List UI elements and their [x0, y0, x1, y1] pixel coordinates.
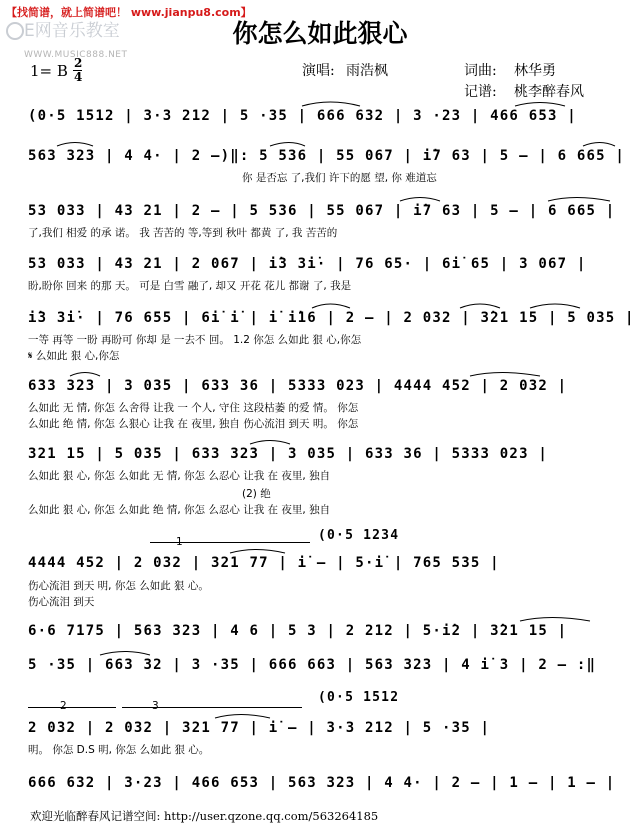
transcriber-label: 记谱:: [464, 84, 497, 100]
lyric-line-3: 了,我们 相爱 的承 诺。 我 苦苦的 等,等到 秋叶 都黄 了, 我 苦苦的: [28, 227, 338, 239]
lyric-line-5b: 𝄋 么如此 狠 心,你怎: [28, 350, 120, 362]
lyric-line-7b: 么如此 狠 心, 你怎 么如此 绝 情, 你怎 么忍心 让我 在 夜里, 独自: [28, 504, 331, 516]
slur-mark: [270, 143, 305, 147]
score-line-9: 6·6 7175 | 563 323 | 4 6 | 5 3 | 2 212 | 5·i̇2 | 3̇21 15 |: [28, 623, 568, 639]
footer-link[interactable]: 欢迎光临醉春风记谱空间: http://user.qzone.qq.com/563264185: [30, 809, 379, 823]
score-line-3: 53 033 | 43 21 | 2 – | 5 536 | 55 067 | i̇7 63 | 5 – | 6 665 |: [28, 203, 616, 219]
intro-bracket-3: (0·5 1512: [318, 690, 400, 705]
key-signature: 1= B: [30, 62, 68, 80]
lyric-line-2: 你 是否忘 了,我们 许下的愿 望, 你 难道忘: [242, 172, 437, 184]
second-verse-note: (2) 绝: [242, 488, 271, 500]
slur-mark: [548, 198, 610, 202]
lyric-line-4: 盼,盼你 回来 的那 天。 可是 白雪 融了, 却又 开花 花儿 都谢 了, 我是: [28, 280, 352, 292]
slur-mark: [400, 198, 440, 202]
score-line-12: 666 632 | 3·23 | 466 653 | 563 323 | 4 4· | 2 – | 1 – | 1 – |: [28, 775, 616, 791]
lyric-line-7a: 么如此 狠 心, 你怎 么如此 无 情, 你怎 么忍心 让我 在 夜里, 独自: [28, 470, 331, 482]
score-line-1: (0·5 1512 | 3·3 212 | 5 ·35 | 666 632 | 3 ·23 | 466 653 |: [28, 108, 577, 124]
score-line-7: 321 15 | 5 035 | 633 323 | 3 035 | 633 36 | 5333 023 |: [28, 446, 548, 462]
singer-label: 演唱:: [302, 63, 335, 79]
lyric-line-11: 明。 你怎 D.S 明, 你怎 么如此 狠 心。: [28, 744, 210, 756]
score-line-4: 53 033 | 43 21 | 2 067 | i̇3 3i̇· | 76 65· | 6i̇ 65 | 3 067 |: [28, 256, 587, 272]
lyric-line-6b: 么如此 绝 情, 你怎 么狠心 让我 在 夜里, 独自 伤心流泪 到天 明。 你怎: [28, 418, 359, 430]
watermark-url: WWW.MUSIC888.NET: [24, 50, 128, 60]
time-numerator: 2: [74, 56, 83, 70]
slur-mark: [312, 304, 350, 308]
slur-mark: [215, 715, 270, 719]
lyric-line-6a: 么如此 无 情, 你怎 么舍得 让我 一 个人, 守住 这段枯萎 的爱 情。 你怎: [28, 402, 359, 414]
composer-name: 林华勇: [514, 63, 556, 79]
composer-label: 词曲:: [464, 63, 497, 79]
slur-mark: [70, 373, 100, 377]
score-line-5: i̇3 3i̇· | 76 655 | 6i̇ i̇ | i̇ i̇16 | 2 – | 2 032 | 3̇21 15 | 5 035 |: [28, 310, 635, 326]
lyric-line-8a: 伤心流泪 到天 明, 你怎 么如此 狠 心。: [28, 580, 209, 592]
slur-mark: [230, 550, 285, 554]
watermark-text: E网音乐教室: [24, 21, 120, 41]
singer-name: 雨浩枫: [346, 63, 388, 79]
volta-3-label: 3: [152, 700, 159, 712]
score-line-10: 5 ·35 | 663 32 | 3 ·35 | 666 663 | 563 323 | 4 i̇ 3 | 2 – :‖: [28, 657, 597, 673]
intro-bracket-2: (0·5 1234: [318, 528, 400, 543]
slur-mark: [57, 143, 93, 147]
volta-2-label: 2: [60, 700, 67, 712]
slur-mark: [302, 102, 360, 106]
score-line-11: 2 032 | 2 032 | 321 77 | i̇ – | 3·3 212 | 5 ·35 |: [28, 720, 491, 736]
song-title: 你怎么如此狠心: [232, 19, 408, 48]
score-line-8: 4444 452 | 2 032 | 321 77 | i̇ – | 5·i̇ | 765 535 |: [28, 555, 500, 571]
slur-mark: [515, 103, 565, 107]
time-denominator: 4: [74, 70, 83, 84]
slur-mark: [460, 304, 500, 308]
slur-mark: [100, 652, 150, 656]
lyric-line-5a: 一等 再等 一盼 再盼可 你却 是 一去不 回。 1.2 你怎 么如此 狠 心,你怎: [28, 334, 362, 346]
transcriber-name: 桃李醉春风: [514, 84, 584, 100]
lyric-line-8b: 伤心流泪 到天: [28, 596, 95, 608]
slur-mark: [470, 373, 540, 377]
slur-mark: [583, 143, 615, 147]
score-line-6: 633 323 | 3 035 | 633 36 | 5333 023 | 4444 452 | 2 032 |: [28, 378, 568, 394]
volta-1-label: 1: [176, 536, 183, 548]
score-line-2: 563 323 | 4 4· | 2 –)‖: 5 536 | 55 067 | i̇7 63 | 5 – | 6 665 |: [28, 148, 625, 164]
site-banner[interactable]: 【找简谱，就上简谱吧！ www.jianpu8.com】: [6, 6, 252, 19]
slur-mark: [530, 304, 580, 308]
slur-mark: [250, 441, 290, 445]
slur-mark: [520, 618, 590, 622]
